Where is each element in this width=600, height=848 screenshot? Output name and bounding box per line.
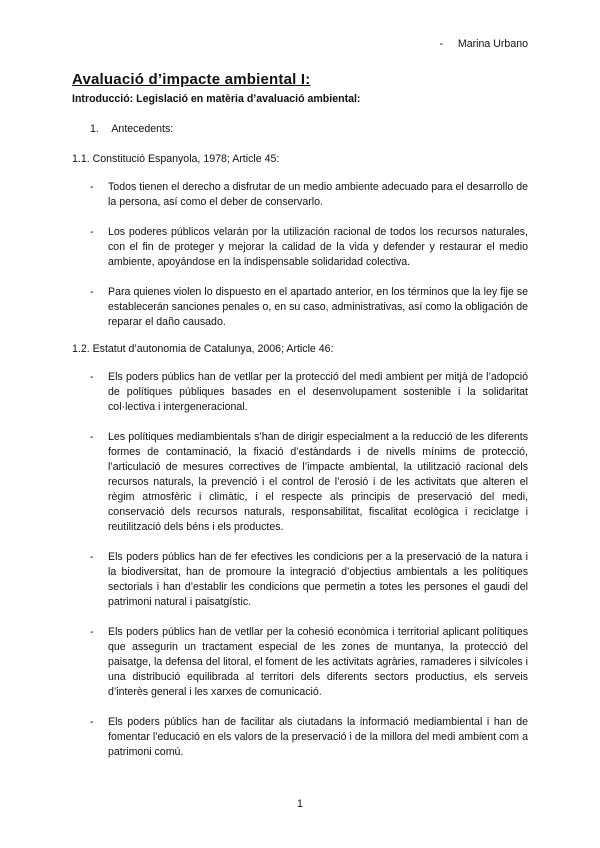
list-item-text: Todos tienen el derecho a disfrutar de un medio ambiente adecuado para el desarrollo de la persona, así como el deber de conservarlo. [108,181,528,208]
document-title: Avaluació d’impacte ambiental I: [72,71,311,88]
list-item-text: Para quienes violen lo dispuesto en el apartado anterior, en los términos que la ley fije se establecerán sanciones penales o, en su caso, administrativas, así como la obligación de reparar el daño causado. [108,286,528,328]
bullet-list-estatut [90,370,528,775]
list-item [90,715,528,760]
bullet-dash: - [90,181,94,193]
section-heading-constitucio: 1.1. Constitució Espanyola, 1978; Article 45: [72,153,280,165]
list-item [90,180,528,210]
list-item-text: Els poders públics han de fer efectives les condicions per a la preservació de la natura i la biodiversitat, han de promoure la integració d’objectius ambientals a les polítiques sectorials i han d’establir les condicions que permetin a totes les persones el gaudi del patrimoni natural i paisatgístic. [108,551,528,608]
list-item [90,285,528,330]
list-item [90,370,528,415]
bullet-dash: - [90,431,94,443]
list-item-text: Els poders públics han de facilitar als ciutadans la informació mediambiental i han de fomentar l’educació en els valors de la preservació i de la millora del medi ambient com a patrimoni comú. [108,716,528,758]
bullet-dash: - [90,286,94,298]
list-item-text: Les polítiques mediambientals s’han de dirigir especialment a la reducció de les diferents formes de contaminació, la fixació d’estàndards i de nivells mínims de protecció, l’articulació de mesures correctives de l’impacte ambiental, la utilització racional dels recursos naturals, la prevenció i el control de l’erosió i de les activitats que alteren el règim atmosfèric i climàtic, i el respecte als principis de preservació del medi, conservació dels recursos naturals, responsabilitat, fiscalitat ecològica i reciclatge i reutilització dels béns i els productes. [108,431,528,533]
bullet-dash: - [90,551,94,563]
page-number: 1 [297,798,303,810]
list-item-text: Els poders públics han de vetllar per la cohesió econòmica i territorial aplicant polítiques que assegurin un tractament especial de les zones de muntanya, la protecció del paisatge, la defensa del litoral, el foment de les activitats agràries, ramaderes i silvícoles i una distribució equilibrada al territori dels diferents sectors productius, els serveis d’interès general i les xarxes de comunicació. [108,626,528,698]
document-subtitle: Introducció: Legislació en matèria d’avaluació ambiental: [72,93,361,105]
page-header [439,37,528,52]
list-item [90,430,528,535]
bullet-dash: - [90,716,94,728]
bullet-dash: - [90,371,94,383]
numbered-heading-number: 1. [90,123,99,135]
list-item [90,625,528,700]
list-item-text: Els poders públics han de vetllar per la protecció del medi ambient per mitjà de l’adopció de polítiques públiques basades en el desenvolupament sostenible i la solidaritat col·lectiva i intergeneracional. [108,371,528,413]
bullet-list-constitucio [90,180,528,345]
author-name: Marina Urbano [457,38,528,50]
numbered-heading-label: Antecedents: [111,123,174,135]
list-item [90,225,528,270]
bullet-dash: - [90,226,94,238]
list-item-text: Los poderes públicos velarán por la utilización racional de todos los recursos naturales, con el fin de proteger y mejorar la calidad de la vida y defender y restaurar el medio ambiente, apoyándose en la indispensable solidaridad colectiva. [108,226,528,268]
header-dash: - [439,38,443,50]
list-item [90,550,528,610]
numbered-heading [90,122,173,137]
section-heading-estatut: 1.2. Estatut d’autonomia de Catalunya, 2006; Article 46: [72,343,334,355]
bullet-dash: - [90,626,94,638]
